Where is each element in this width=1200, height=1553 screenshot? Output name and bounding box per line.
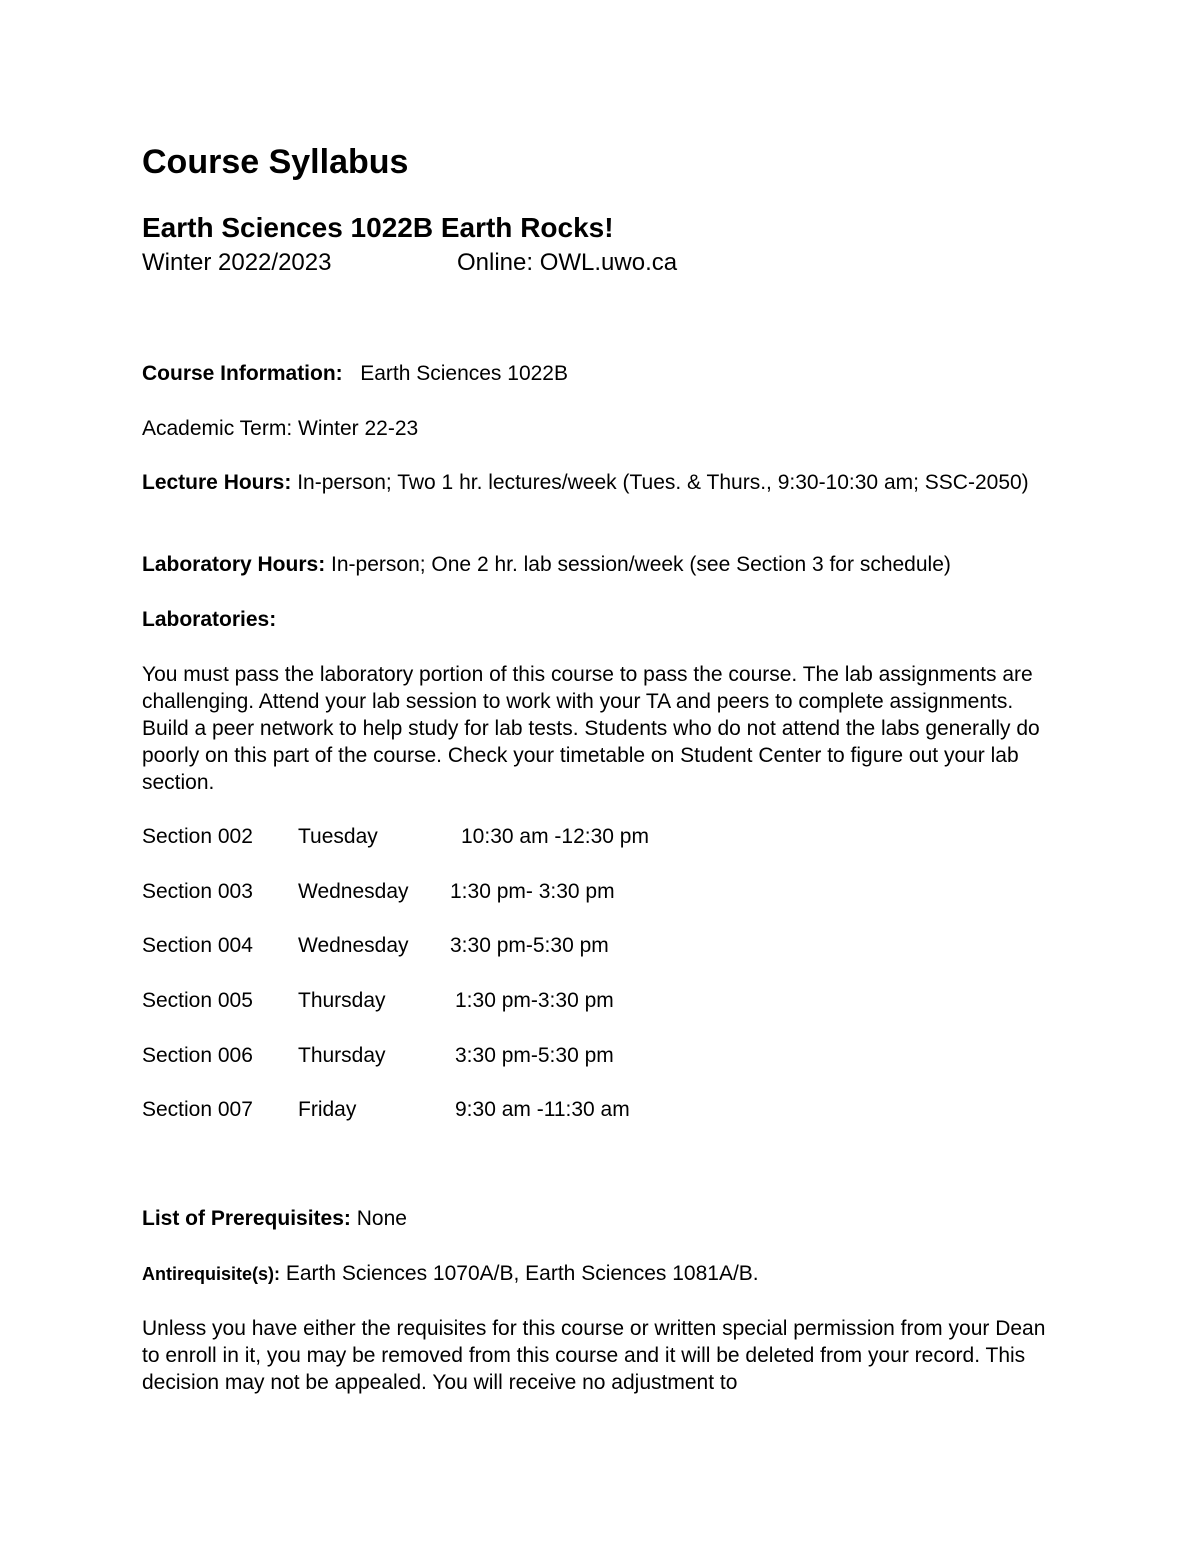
section-day: Thursday <box>298 1044 386 1067</box>
section-day: Tuesday <box>298 825 378 848</box>
antirequisites <box>142 1260 759 1288</box>
section-time: 1:30 pm- 3:30 pm <box>450 880 615 903</box>
laboratory-hours <box>142 551 951 578</box>
antirequisites-value: Earth Sciences 1070A/B, Earth Sciences 1081A/B. <box>285 1262 759 1285</box>
section-time: 10:30 am -12:30 pm <box>461 825 649 848</box>
term-line <box>142 246 678 280</box>
lab-section-row <box>142 987 842 1014</box>
section-number: Section 002 <box>142 825 253 848</box>
lecture-hours <box>142 469 1062 496</box>
course-info-value: Earth Sciences 1022B <box>360 362 568 385</box>
prerequisites-value: None <box>356 1207 407 1230</box>
lab-section-row <box>142 823 842 850</box>
course-info-label: Course Information: <box>142 362 343 385</box>
laboratories-paragraph: You must pass the laboratory portion of this course to pass the course. The lab assignments are challenging. Attend your lab session to work with your TA and peers to complete assignments. Build a peer network to help study for lab tests. Students who do not attend the labs generally do poorly on this part of the course. Check your timetable on Student Center to figure out your lab section. <box>142 663 1040 794</box>
prerequisites <box>142 1205 407 1232</box>
lecture-hours-value: In-person; Two 1 hr. lectures/week (Tues. & Thurs., 9:30-10:30 am; SSC-2050) <box>297 471 1029 494</box>
lab-hours-value: In-person; One 2 hr. lab session/week (see Section 3 for schedule) <box>331 553 951 576</box>
online-location: Online: OWL.uwo.ca <box>457 249 678 276</box>
section-day: Friday <box>298 1098 357 1121</box>
section-day: Wednesday <box>298 934 409 957</box>
lab-section-row <box>142 1042 842 1069</box>
section-number: Section 006 <box>142 1044 253 1067</box>
document-title: Course Syllabus <box>142 143 409 181</box>
section-day: Thursday <box>298 989 386 1012</box>
section-time: 3:30 pm-5:30 pm <box>455 1044 614 1067</box>
section-number: Section 005 <box>142 989 253 1012</box>
section-time: 9:30 am -11:30 am <box>455 1098 630 1121</box>
section-number: Section 004 <box>142 934 253 957</box>
lecture-hours-label: Lecture Hours: <box>142 471 292 494</box>
section-number: Section 007 <box>142 1098 253 1121</box>
lab-hours-label: Laboratory Hours: <box>142 553 326 576</box>
course-heading: Earth Sciences 1022B Earth Rocks! <box>142 212 614 243</box>
academic-term: Academic Term: Winter 22-23 <box>142 417 419 440</box>
course-information <box>142 360 568 387</box>
lab-section-row <box>142 878 842 905</box>
prerequisites-label: List of Prerequisites: <box>142 1207 351 1230</box>
section-number: Section 003 <box>142 880 253 903</box>
antirequisites-label: Antirequisite(s): <box>142 1264 281 1284</box>
requisites-notice: Unless you have either the requisites for this course or written special permission from your Dean to enroll in it, you may be removed from this course and it will be deleted from your record. This decision may not be appealed. You will receive no adjustment to <box>142 1317 1046 1394</box>
section-day: Wednesday <box>298 880 409 903</box>
section-time: 1:30 pm-3:30 pm <box>455 989 614 1012</box>
lab-section-row <box>142 1096 842 1123</box>
lab-section-row <box>142 932 842 959</box>
term-text: Winter 2022/2023 <box>142 249 332 276</box>
section-time: 3:30 pm-5:30 pm <box>450 934 609 957</box>
laboratories-heading: Laboratories: <box>142 608 277 631</box>
